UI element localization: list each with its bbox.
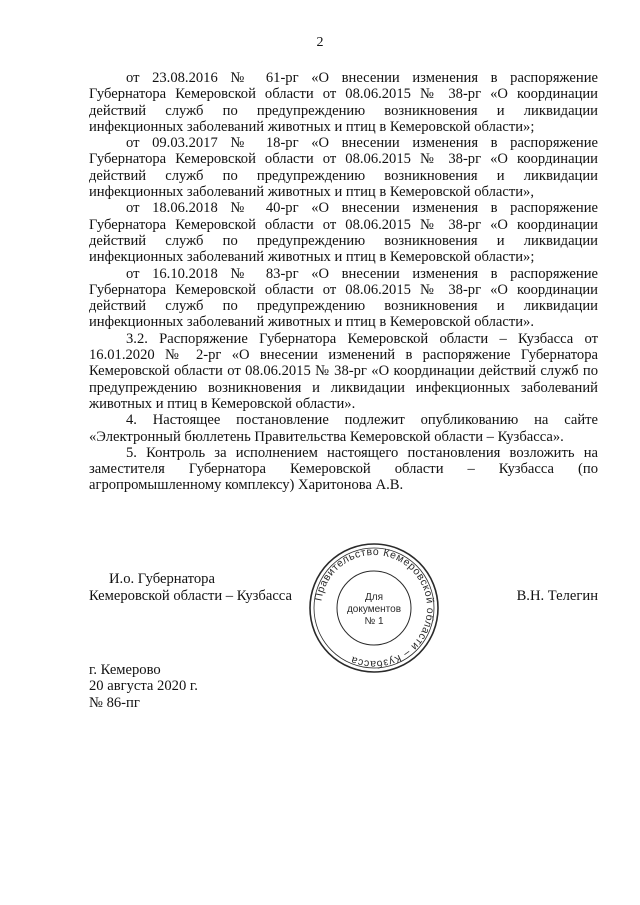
paragraph-decree-18: от 09.03.2017 № 18-рг «О внесении изменения в распоряжение Губернатора Кемеровской области от 08.06.2015 № 38-рг «О координации действий служб по предупреждению возникновения и ликвидации инфекционных заболеваний животных и птиц в Кемеровской области», (89, 135, 598, 201)
seal-inner-line1: Для (364, 592, 384, 603)
paragraph-item-5: 5. Контроль за исполнением настоящего постановления возложить на заместителя Губернатора Кемеровской области – Кузбасса (по агропромышленному комплексу) Харитонова А.В. (89, 444, 598, 494)
seal-outer-text: Правительство Кемеровской области – Кузбасса (312, 545, 437, 671)
document-number: № 86-пг (89, 694, 140, 711)
document-body (89, 70, 598, 494)
seal-inner-line3: № 1 (364, 616, 384, 627)
document-footer (89, 662, 198, 711)
paragraph-decree-40: от 18.06.2018 № 40-рг «О внесении изменения в распоряжение Губернатора Кемеровской области от 08.06.2015 № 38-рг «О координации действий служб по предупреждению возникновения и ликвидации инфекционных заболеваний животных и птиц в Кемеровской области»; (89, 200, 598, 266)
paragraph-decree-61: от 23.08.2016 № 61-рг «О внесении изменения в распоряжение Губернатора Кемеровской области от 08.06.2015 № 38-рг «О координации действий служб по предупреждению возникновения и ликвидации инфекционных заболеваний животных и птиц в Кемеровской области»; (89, 70, 598, 135)
official-seal-stamp (306, 540, 442, 676)
signatory-title-line1: И.о. Губернатора (109, 571, 215, 587)
paragraph-decree-83: от 16.10.2018 № 83-рг «О внесении изменения в распоряжение Губернатора Кемеровской области от 08.06.2015 № 38-рг «О координации действий служб по предупреждению возникновения и ликвидации инфекционных заболеваний животных и птиц в Кемеровской области». (89, 265, 598, 331)
signatory-name: В.Н. Телегин (516, 588, 598, 604)
seal-graphic (306, 540, 442, 676)
city-name: г. Кемерово (89, 662, 161, 678)
signatory-title-line2: Кемеровской области – Кузбасса (89, 588, 292, 604)
seal-inner-line2: документов (346, 604, 402, 615)
document-date: 20 августа 2020 г. (89, 678, 198, 695)
paragraph-item-4: 4. Настоящее постановление подлежит опубликованию на сайте «Электронный бюллетень Правительства Кемеровской области – Кузбасса». (89, 412, 598, 445)
paragraph-item-3-2: 3.2. Распоряжение Губернатора Кемеровской области – Кузбасса от 16.01.2020 № 2-рг «О внесении изменений в распоряжение Губернатора Кемеровской области от 08.06.2015 № 38-рг «О координации действий служб по предупреждению возникновения и ликвидации инфекционных заболеваний животных и птиц в Кемеровской области». (89, 330, 598, 412)
page-number: 2 (316, 35, 324, 50)
